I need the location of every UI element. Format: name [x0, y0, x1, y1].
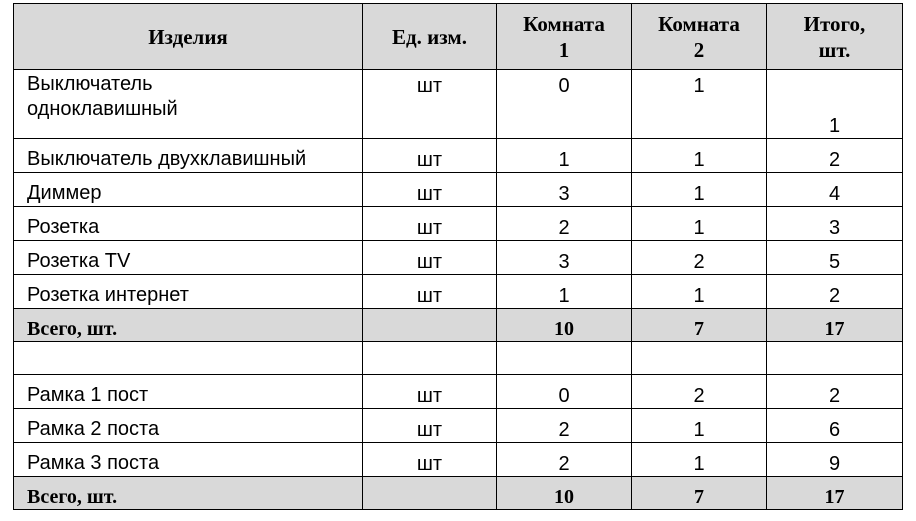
- header-room2-line1: Комната: [658, 11, 740, 36]
- total-label: Всего, шт.: [14, 309, 363, 342]
- item-room1: 3: [497, 241, 632, 275]
- total-sum: 17: [767, 477, 903, 510]
- item-name: Розетка TV: [14, 241, 363, 275]
- item-room1: 0: [497, 70, 632, 139]
- item-unit: шт: [363, 139, 497, 173]
- spacer-row: [14, 342, 903, 375]
- item-unit: шт: [363, 241, 497, 275]
- header-room2: [632, 4, 767, 70]
- item-room2: 1: [632, 70, 767, 139]
- item-name: Розетка интернет: [14, 275, 363, 309]
- total-room2: 7: [632, 477, 767, 510]
- item-unit: шт: [363, 173, 497, 207]
- items-table-container: [13, 3, 903, 510]
- spacer-cell: [363, 342, 497, 375]
- header-total-line2: шт.: [818, 37, 851, 62]
- total-room2: 7: [632, 309, 767, 342]
- item-room1: 1: [497, 139, 632, 173]
- item-room2: 1: [632, 173, 767, 207]
- item-room2: 2: [632, 241, 767, 275]
- item-room1: 3: [497, 173, 632, 207]
- header-room1: [497, 4, 632, 70]
- item-unit: шт: [363, 443, 497, 477]
- item-room2: 1: [632, 207, 767, 241]
- header-unit: Ед. изм.: [363, 4, 497, 70]
- table-row: [14, 207, 903, 241]
- item-room2: 2: [632, 375, 767, 409]
- spacer-cell: [497, 342, 632, 375]
- item-room1: 2: [497, 443, 632, 477]
- spacer-cell: [767, 342, 903, 375]
- item-total: 9: [767, 443, 903, 477]
- total-row: [14, 477, 903, 510]
- table-row: [14, 409, 903, 443]
- item-total: 2: [767, 375, 903, 409]
- item-unit: шт: [363, 375, 497, 409]
- items-table: [13, 3, 903, 510]
- header-row: [14, 4, 903, 70]
- item-room1: 0: [497, 375, 632, 409]
- item-room2: 1: [632, 139, 767, 173]
- item-name: [14, 70, 363, 139]
- total-row: [14, 309, 903, 342]
- item-room1: 1: [497, 275, 632, 309]
- total-unit: [363, 477, 497, 510]
- item-total: 5: [767, 241, 903, 275]
- total-room1: 10: [497, 477, 632, 510]
- item-total: 4: [767, 173, 903, 207]
- item-total: 1: [767, 70, 903, 139]
- item-name-line1: Выключатель: [27, 73, 153, 95]
- item-room2: 1: [632, 275, 767, 309]
- item-unit: шт: [363, 70, 497, 139]
- total-room1: 10: [497, 309, 632, 342]
- spacer-cell: [632, 342, 767, 375]
- item-name: Рамка 1 пост: [14, 375, 363, 409]
- item-name: Выключатель двухклавишный: [14, 139, 363, 173]
- item-room1: 2: [497, 409, 632, 443]
- table-row: [14, 443, 903, 477]
- item-name: Рамка 3 поста: [14, 443, 363, 477]
- item-unit: шт: [363, 275, 497, 309]
- header-room1-line2: 1: [558, 37, 570, 62]
- total-label: Всего, шт.: [14, 477, 363, 510]
- item-name: Рамка 2 поста: [14, 409, 363, 443]
- table-row: [14, 375, 903, 409]
- item-unit: шт: [363, 207, 497, 241]
- table-row: [14, 275, 903, 309]
- item-total: 2: [767, 139, 903, 173]
- item-unit: шт: [363, 409, 497, 443]
- item-room1: 2: [497, 207, 632, 241]
- table-row: [14, 241, 903, 275]
- header-room2-line2: 2: [693, 37, 705, 62]
- header-room1-line1: Комната: [523, 11, 605, 36]
- item-room2: 1: [632, 409, 767, 443]
- header-total: [767, 4, 903, 70]
- total-unit: [363, 309, 497, 342]
- header-items: Изделия: [14, 4, 363, 70]
- table-row: [14, 70, 903, 139]
- item-name-line2: одноклавишный: [27, 98, 178, 120]
- spacer-cell: [14, 342, 363, 375]
- item-total: 2: [767, 275, 903, 309]
- table-row: [14, 173, 903, 207]
- item-name: Диммер: [14, 173, 363, 207]
- item-name: Розетка: [14, 207, 363, 241]
- table-row: [14, 139, 903, 173]
- item-total: 6: [767, 409, 903, 443]
- total-sum: 17: [767, 309, 903, 342]
- item-room2: 1: [632, 443, 767, 477]
- header-total-line1: Итого,: [803, 11, 866, 36]
- item-total: 3: [767, 207, 903, 241]
